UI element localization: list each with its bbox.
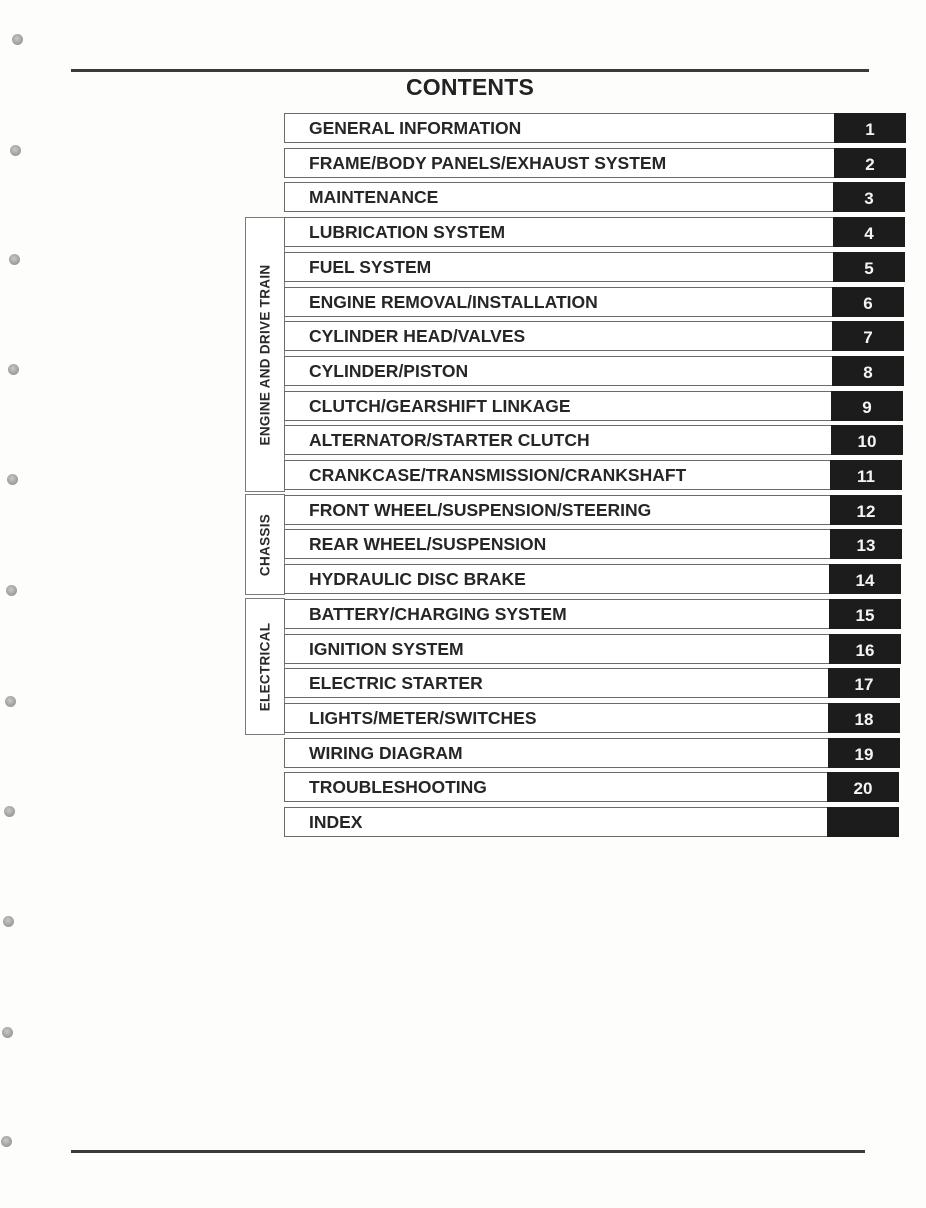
section-title[interactable]: FRONT WHEEL/SUSPENSION/STEERING (309, 500, 652, 520)
section-row[interactable] (284, 668, 900, 698)
punch-hole-icon (6, 585, 17, 596)
section-number-tab[interactable]: 3 (833, 182, 905, 212)
top-rule (71, 69, 869, 72)
section-title[interactable]: LUBRICATION SYSTEM (309, 222, 506, 242)
punch-hole-icon (1, 1136, 12, 1147)
section-row[interactable] (284, 495, 902, 525)
section-number-tab[interactable]: 5 (833, 252, 905, 282)
section-number-tab[interactable] (827, 807, 899, 837)
section-row[interactable] (284, 807, 899, 837)
section-title[interactable]: MAINTENANCE (309, 187, 439, 207)
punch-hole-icon (8, 364, 19, 375)
section-number-tab[interactable]: 9 (831, 391, 903, 421)
section-title[interactable]: ALTERNATOR/STARTER CLUTCH (309, 430, 590, 450)
section-number-tab[interactable]: 16 (829, 634, 901, 664)
section-row[interactable] (284, 772, 899, 802)
section-row[interactable] (284, 425, 903, 455)
group-electrical (245, 598, 285, 735)
group-label: ELECTRICAL (257, 622, 273, 711)
section-title[interactable]: REAR WHEEL/SUSPENSION (309, 534, 547, 554)
section-number-tab[interactable]: 4 (833, 217, 905, 247)
section-number-tab[interactable]: 11 (830, 460, 902, 490)
section-number-tab[interactable]: 12 (830, 495, 902, 525)
section-number-tab[interactable]: 19 (828, 738, 900, 768)
section-row[interactable] (284, 391, 903, 421)
section-title[interactable]: HYDRAULIC DISC BRAKE (309, 569, 526, 589)
punch-hole-icon (9, 254, 20, 265)
punch-hole-icon (3, 916, 14, 927)
page-title: CONTENTS (405, 74, 535, 100)
section-number-tab[interactable]: 20 (827, 772, 899, 802)
section-title[interactable]: IGNITION SYSTEM (309, 639, 464, 659)
section-number-tab[interactable]: 15 (829, 599, 901, 629)
section-row[interactable] (284, 356, 904, 386)
section-row[interactable] (284, 148, 906, 178)
section-row[interactable] (284, 252, 905, 282)
section-title[interactable]: TROUBLESHOOTING (309, 777, 487, 797)
section-title[interactable]: ENGINE REMOVAL/INSTALLATION (309, 292, 598, 312)
section-row[interactable] (284, 217, 905, 247)
section-row[interactable] (284, 738, 900, 768)
section-row[interactable] (284, 113, 906, 143)
section-number-tab[interactable]: 17 (828, 668, 900, 698)
punch-hole-icon (4, 806, 15, 817)
section-row[interactable] (284, 182, 905, 212)
section-title[interactable]: CYLINDER/PISTON (309, 361, 469, 381)
section-number-tab[interactable]: 18 (828, 703, 900, 733)
punch-hole-icon (10, 145, 21, 156)
section-row[interactable] (284, 564, 901, 594)
section-title[interactable]: BATTERY/CHARGING SYSTEM (309, 604, 567, 624)
section-title[interactable]: CRANKCASE/TRANSMISSION/CRANKSHAFT (309, 465, 687, 485)
section-number-tab[interactable]: 13 (830, 529, 902, 559)
section-number-tab[interactable]: 14 (829, 564, 901, 594)
section-title[interactable]: FRAME/BODY PANELS/EXHAUST SYSTEM (309, 153, 667, 173)
section-title[interactable]: CYLINDER HEAD/VALVES (309, 326, 526, 346)
section-number-tab[interactable]: 1 (834, 113, 906, 143)
section-title[interactable]: FUEL SYSTEM (309, 257, 432, 277)
section-number-tab[interactable]: 7 (832, 321, 904, 351)
section-number-tab[interactable]: 6 (832, 287, 904, 317)
section-row[interactable] (284, 599, 901, 629)
section-title[interactable]: GENERAL INFORMATION (309, 118, 522, 138)
group-engine-and-drive-train (245, 217, 285, 492)
section-title[interactable]: CLUTCH/GEARSHIFT LINKAGE (309, 396, 571, 416)
punch-hole-icon (12, 34, 23, 45)
section-title[interactable]: LIGHTS/METER/SWITCHES (309, 708, 537, 728)
group-label: CHASSIS (257, 513, 273, 576)
section-title[interactable]: WIRING DIAGRAM (309, 743, 463, 763)
group-chassis (245, 494, 285, 595)
section-row[interactable] (284, 703, 900, 733)
punch-hole-icon (2, 1027, 13, 1038)
section-row[interactable] (284, 529, 902, 559)
section-row[interactable] (284, 321, 904, 351)
section-row[interactable] (284, 287, 904, 317)
section-number-tab[interactable]: 2 (834, 148, 906, 178)
bottom-rule (71, 1150, 865, 1153)
section-title[interactable]: ELECTRIC STARTER (309, 673, 483, 693)
punch-hole-icon (7, 474, 18, 485)
section-number-tab[interactable]: 10 (831, 425, 903, 455)
group-label: ENGINE AND DRIVE TRAIN (257, 264, 273, 445)
punch-hole-icon (5, 696, 16, 707)
section-title[interactable]: INDEX (309, 812, 363, 832)
section-row[interactable] (284, 634, 901, 664)
section-row[interactable] (284, 460, 902, 490)
section-number-tab[interactable]: 8 (832, 356, 904, 386)
